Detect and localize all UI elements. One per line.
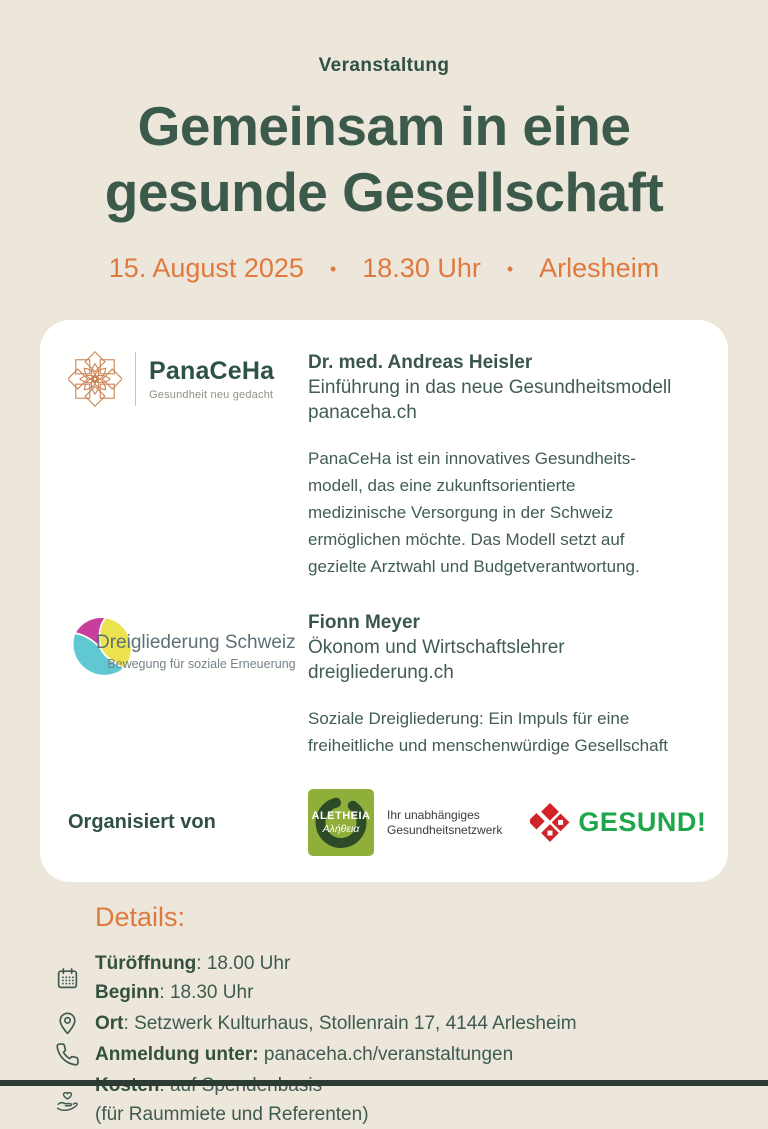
- panaceha-logo: [68, 350, 308, 580]
- organized-by-label: Organisiert von: [68, 811, 216, 833]
- speaker-name: Dr. med. Andreas Heisler: [308, 352, 533, 373]
- details-heading: Details:: [95, 902, 186, 932]
- diamond-check-icon: [530, 803, 570, 843]
- bottom-bar: [0, 1080, 768, 1086]
- gesund-logo: [530, 803, 706, 843]
- detail-row-anmeldung: [55, 1040, 768, 1069]
- event-title: [0, 93, 768, 225]
- aletheia-tagline: Ihr unabhängiges Gesundheitsnetzwerk: [387, 807, 503, 837]
- speaker-website: panaceha.ch: [308, 402, 417, 423]
- aletheia-greek-name: Αλήθεια: [322, 823, 360, 835]
- event-dateline: [0, 253, 768, 284]
- detail-row-ort: [55, 1009, 768, 1038]
- bullet-dot-icon: •: [329, 258, 337, 279]
- speaker-description: Soziale Dreigliederung: Ein Impuls für eine freiheitliche und menschenwürdige Gesellschaft: [308, 709, 669, 755]
- detail-row-times: [55, 949, 768, 1007]
- speaker-role: Einführung in das neue Gesundheitsmodell: [308, 377, 672, 398]
- title-line-2: gesunde Gesellschaft: [104, 161, 664, 223]
- details-section: [55, 902, 768, 1129]
- detail-anmeldung: Anmeldung unter: panaceha.ch/veranstaltungen: [95, 1044, 514, 1065]
- location-pin-icon: [55, 1011, 95, 1036]
- speaker-row-panaceha: [68, 350, 692, 580]
- calendar-icon: [55, 966, 95, 991]
- flower-mandala-icon: [68, 350, 122, 408]
- speaker-description: PanaCeHa ist ein innovatives Gesundheits-modell, das eine zukunftsorientierte medizinische Versorgung in der Schweiz ermöglichen möchte. Das Modell setzt auf gezielte Arztwahl und Budgetverantwortung.: [308, 449, 640, 576]
- dreigliederung-wordmark: Dreigliederung Schweiz: [96, 632, 296, 653]
- place-text: Arlesheim: [539, 253, 660, 283]
- title-line-1: Gemeinsam in eine: [137, 95, 631, 157]
- hand-heart-icon: [55, 1088, 95, 1113]
- dreigliederung-tagline: Bewegung für soziale Erneuerung: [107, 657, 296, 671]
- speaker-role: Ökonom und Wirtschaftslehrer: [308, 637, 565, 658]
- bullet-dot-icon: •: [506, 258, 514, 279]
- detail-ort: Ort: Setzwerk Kulturhaus, Stollenrain 17, 4144 Arlesheim: [95, 1013, 577, 1034]
- logo-divider: [135, 352, 136, 406]
- panaceha-tagline: Gesundheit neu gedacht: [149, 389, 274, 401]
- eyebrow-label: Veranstaltung: [318, 55, 450, 76]
- aletheia-logo: [308, 789, 502, 856]
- gesund-wordmark: GESUND!: [578, 807, 707, 837]
- phone-icon: [55, 1042, 95, 1067]
- speakers-card: [40, 320, 728, 882]
- panaceha-wordmark: PanaCeHa: [149, 357, 275, 385]
- speaker-row-dreigliederung: [68, 610, 692, 759]
- dreigliederung-logo: [68, 610, 308, 759]
- detail-tueroeffnung: Türöffnung: 18.00 Uhr: [95, 953, 291, 974]
- speaker-name: Fionn Meyer: [308, 612, 420, 633]
- organized-by-row: [68, 789, 707, 856]
- date-text: 15. August 2025: [108, 253, 304, 283]
- aletheia-name: ALETHEIA: [311, 810, 371, 822]
- detail-kosten-note: (für Raummiete und Referenten): [95, 1104, 369, 1125]
- time-text: 18.30 Uhr: [362, 253, 481, 283]
- speaker-website: dreigliederung.ch: [308, 662, 454, 683]
- detail-beginn: Beginn: 18.30 Uhr: [95, 982, 254, 1003]
